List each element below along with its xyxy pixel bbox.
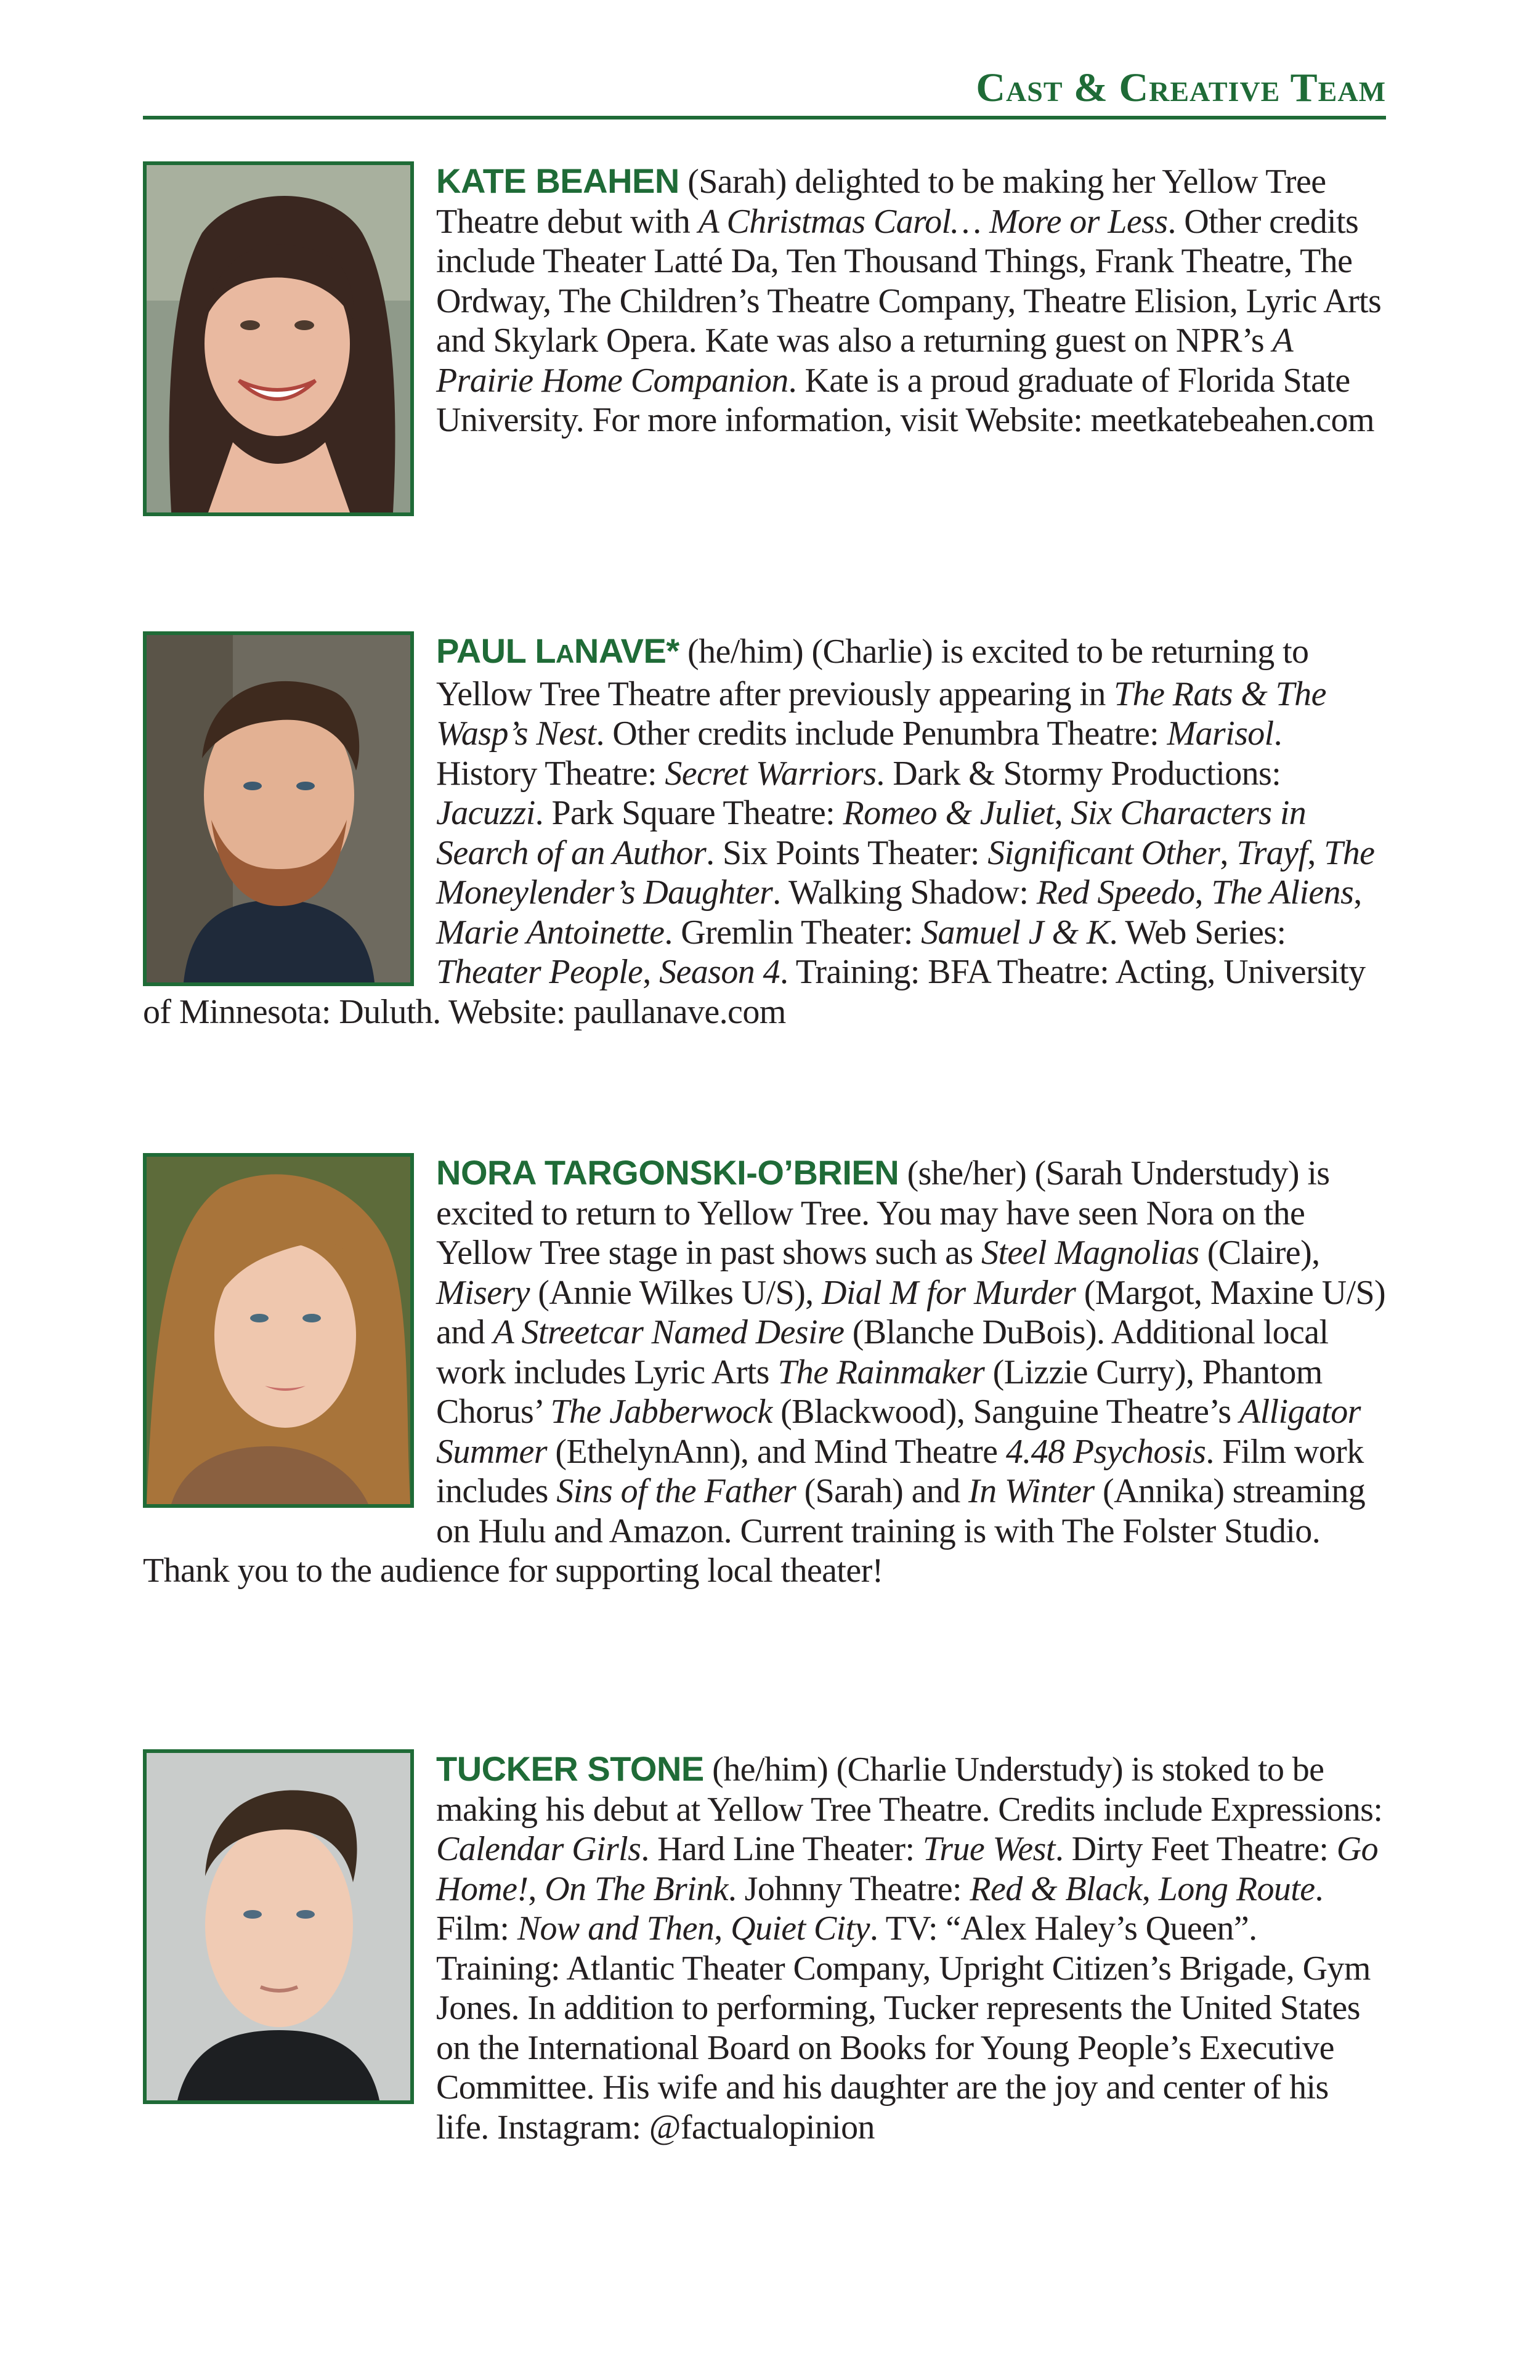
bio-tucker-stone xyxy=(143,1749,1386,2147)
headshot-image xyxy=(147,1753,410,2100)
bio-paul-lanave xyxy=(143,631,1386,1032)
bio-kate-beahen xyxy=(143,161,1386,520)
actor-name: NORA TARGONSKI-O’BRIEN xyxy=(436,1153,899,1192)
headshot-tucker-stone xyxy=(143,1749,414,2104)
actor-name: KATE BEAHEN xyxy=(436,161,679,200)
bio-text: KATE BEAHEN (Sarah) delighted to be making her Yellow Tree Theatre debut with A Christmas Carol… More or Less. Other credits include Theater Latté Da, Ten Thousand Things, Frank Theatre, The Ordway, The Children’s Theatre Company, Theatre Elision, Lyric Arts and Skylark Opera. Kate was also a returning guest on NPR’s A Prairie Home Companion. Kate is a proud graduate of Florida State University. For more information, visit Website: meetkatebeahen.com xyxy=(436,161,1382,439)
headshot-kate-beahen xyxy=(143,161,414,516)
bio-text: PAUL LANAVE* (he/him) (Charlie) is excited to be returning to Yellow Tree Theatre after previously appearing in The Rats & The Wasp’s Nest. Other credits include Penumbra Theatre: Marisol. History Theatre: Secret Warriors. Dark & Stormy Productions: Jacuzzi. Park Square Theatre: Romeo & Juliet, Six Characters in Search of an Author. Six Points Theater: Significant Other, Trayf, The Moneylender’s Daughter. Walking Shadow: Red Speedo, The Aliens, Marie Antoinette. Gremlin Theater: Samuel J & K. Web Series: Theater People, Season 4. Training: BFA Theatre: Acting, University of Minnesota: Duluth. Website: paullanave.com xyxy=(143,631,1375,1031)
headshot-nora-targonski-obrien xyxy=(143,1153,414,1508)
actor-name: TUCKER STONE xyxy=(436,1749,704,1788)
headshot-image xyxy=(147,1157,410,1504)
bio-text: TUCKER STONE (he/him) (Charlie Understudy) is stoked to be making his debut at Yellow Tree Theatre. Credits include Expressions: Calendar Girls. Hard Line Theater: True West. Dirty Feet Theatre: Go Home!, On The Brink. Johnny Theatre: Red & Black, Long Route. Film: Now and Then, Quiet City. TV: “Alex Haley’s Queen”. Training: Atlantic Theater Company, Upright Citizen’s Brigade, Gym Jones. In addition to performing, Tucker represents the United States on the International Board on Books for Young People’s Executive Committee. His wife and his daughter are the joy and center of his life. Instagram: @factualopinion xyxy=(436,1749,1383,2147)
page-title: Cast & Creative Team xyxy=(976,65,1386,110)
headshot-image xyxy=(147,635,410,982)
actor-name: PAUL LANAVE* xyxy=(436,631,679,670)
headshot-paul-lanave xyxy=(143,631,414,986)
header-rule xyxy=(143,116,1386,119)
headshot-image xyxy=(147,165,410,512)
bio-text: NORA TARGONSKI-O’BRIEN (she/her) (Sarah Understudy) is excited to return to Yellow Tree. You may have seen Nora on the Yellow Tree stage in past shows such as Steel Magnolias (Claire), Misery (Annie Wilkes U/S), Dial M for Murder (Margot, Maxine U/S) and A Streetcar Named Desire (Blanche DuBois). Additional local work includes Lyric Arts The Rainmaker (Lizzie Curry), Phantom Chorus’ The Jabberwock (Blackwood), Sanguine Theatre’s Alligator Summer (EthelynAnn), and Mind Theatre 4.48 Psychosis. Film work includes Sins of the Father (Sarah) and In Winter (Annika) streaming on Hulu and Amazon. Current training is with The Folster Studio. Thank you to the audience for supporting local theater! xyxy=(143,1153,1386,1590)
bio-nora-targonski-obrien xyxy=(143,1153,1386,1591)
